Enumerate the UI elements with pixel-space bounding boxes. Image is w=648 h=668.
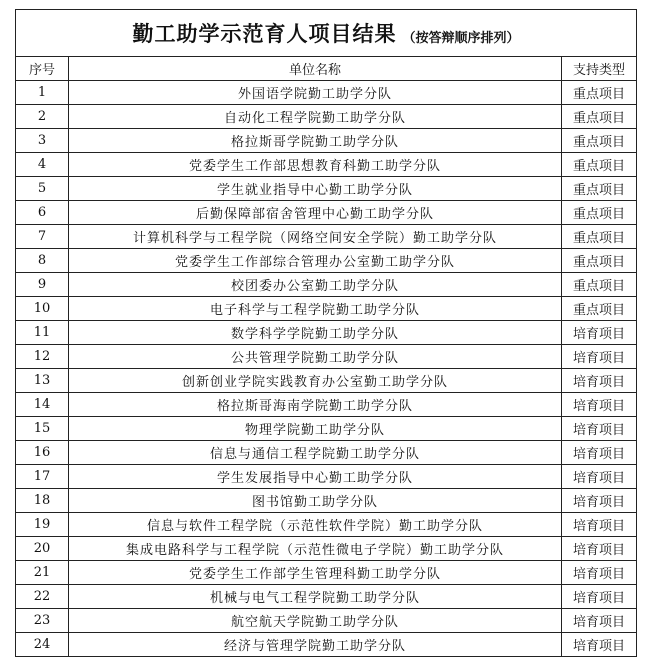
row-unit-name: 党委学生工作部学生管理科勤工助学分队	[69, 561, 562, 585]
table-row	[16, 105, 636, 129]
row-number: 16	[16, 441, 69, 465]
row-number: 22	[16, 585, 69, 609]
row-unit-name: 信息与软件工程学院（示范性软件学院）勤工助学分队	[69, 513, 562, 537]
row-support-type: 培育项目	[562, 393, 637, 417]
column-header-unit-name: 单位名称	[69, 57, 562, 81]
row-support-type: 重点项目	[562, 225, 637, 249]
row-support-type: 培育项目	[562, 513, 637, 537]
row-number: 12	[16, 345, 69, 369]
row-unit-name: 物理学院勤工助学分队	[69, 417, 562, 441]
table-row	[16, 273, 636, 297]
row-unit-name: 公共管理学院勤工助学分队	[69, 345, 562, 369]
row-number: 19	[16, 513, 69, 537]
row-support-type: 培育项目	[562, 633, 637, 657]
page-title: 勤工助学示范育人项目结果	[132, 22, 397, 46]
table-row	[16, 297, 636, 321]
row-support-type: 重点项目	[562, 177, 637, 201]
row-number: 18	[16, 489, 69, 513]
row-number: 23	[16, 609, 69, 633]
row-support-type: 培育项目	[562, 321, 637, 345]
row-support-type: 培育项目	[562, 585, 637, 609]
row-support-type: 培育项目	[562, 537, 637, 561]
row-unit-name: 格拉斯哥海南学院勤工助学分队	[69, 393, 562, 417]
table-row	[16, 225, 636, 249]
row-number: 11	[16, 321, 69, 345]
row-unit-name: 集成电路科学与工程学院（示范性微电子学院）勤工助学分队	[69, 537, 562, 561]
table-row	[16, 489, 636, 513]
table-row	[16, 633, 636, 657]
row-unit-name: 学生就业指导中心勤工助学分队	[69, 177, 562, 201]
table-row	[16, 393, 636, 417]
row-unit-name: 航空航天学院勤工助学分队	[69, 609, 562, 633]
row-number: 8	[16, 249, 69, 273]
table-row	[16, 465, 636, 489]
row-number: 4	[16, 153, 69, 177]
row-unit-name: 创新创业学院实践教育办公室勤工助学分队	[69, 369, 562, 393]
table-row	[16, 609, 636, 633]
column-header-support-type: 支持类型	[562, 57, 637, 81]
row-support-type: 重点项目	[562, 273, 637, 297]
row-support-type: 培育项目	[562, 369, 637, 393]
row-number: 24	[16, 633, 69, 657]
table-row	[16, 513, 636, 537]
row-support-type: 重点项目	[562, 153, 637, 177]
table-row	[16, 345, 636, 369]
row-support-type: 培育项目	[562, 345, 637, 369]
row-unit-name: 计算机科学与工程学院（网络空间安全学院）勤工助学分队	[69, 225, 562, 249]
row-support-type: 培育项目	[562, 489, 637, 513]
row-number: 9	[16, 273, 69, 297]
column-header-number: 序号	[16, 57, 69, 81]
table-row	[16, 561, 636, 585]
results-table	[16, 57, 636, 656]
row-support-type: 培育项目	[562, 441, 637, 465]
row-support-type: 重点项目	[562, 297, 637, 321]
row-support-type: 重点项目	[562, 105, 637, 129]
table-body	[16, 81, 636, 657]
table-row	[16, 369, 636, 393]
row-number: 1	[16, 81, 69, 105]
row-unit-name: 图书馆勤工助学分队	[69, 489, 562, 513]
row-number: 3	[16, 129, 69, 153]
table-row	[16, 537, 636, 561]
row-support-type: 培育项目	[562, 465, 637, 489]
table-row	[16, 153, 636, 177]
row-number: 5	[16, 177, 69, 201]
row-support-type: 重点项目	[562, 249, 637, 273]
row-number: 21	[16, 561, 69, 585]
row-unit-name: 机械与电气工程学院勤工助学分队	[69, 585, 562, 609]
row-unit-name: 党委学生工作部综合管理办公室勤工助学分队	[69, 249, 562, 273]
row-support-type: 重点项目	[562, 201, 637, 225]
row-number: 2	[16, 105, 69, 129]
row-number: 17	[16, 465, 69, 489]
results-sheet	[15, 9, 637, 657]
row-support-type: 重点项目	[562, 81, 637, 105]
row-number: 15	[16, 417, 69, 441]
row-support-type: 重点项目	[562, 129, 637, 153]
table-row	[16, 201, 636, 225]
row-support-type: 培育项目	[562, 609, 637, 633]
row-unit-name: 党委学生工作部思想教育科勤工助学分队	[69, 153, 562, 177]
row-unit-name: 外国语学院勤工助学分队	[69, 81, 562, 105]
table-row	[16, 417, 636, 441]
row-unit-name: 信息与通信工程学院勤工助学分队	[69, 441, 562, 465]
row-unit-name: 学生发展指导中心勤工助学分队	[69, 465, 562, 489]
row-unit-name: 格拉斯哥学院勤工助学分队	[69, 129, 562, 153]
table-row	[16, 129, 636, 153]
table-row	[16, 321, 636, 345]
row-number: 20	[16, 537, 69, 561]
row-number: 13	[16, 369, 69, 393]
table-row	[16, 249, 636, 273]
row-unit-name: 自动化工程学院勤工助学分队	[69, 105, 562, 129]
row-number: 6	[16, 201, 69, 225]
row-support-type: 培育项目	[562, 561, 637, 585]
table-row	[16, 81, 636, 105]
table-row	[16, 441, 636, 465]
table-row	[16, 585, 636, 609]
title-row	[16, 10, 636, 57]
row-number: 10	[16, 297, 69, 321]
row-unit-name: 校团委办公室勤工助学分队	[69, 273, 562, 297]
page-subtitle: （按答辩顺序排列）	[402, 30, 520, 46]
header-row	[16, 57, 636, 81]
table-row	[16, 177, 636, 201]
row-unit-name: 经济与管理学院勤工助学分队	[69, 633, 562, 657]
row-number: 14	[16, 393, 69, 417]
row-unit-name: 电子科学与工程学院勤工助学分队	[69, 297, 562, 321]
row-support-type: 培育项目	[562, 417, 637, 441]
row-unit-name: 数学科学学院勤工助学分队	[69, 321, 562, 345]
row-unit-name: 后勤保障部宿舍管理中心勤工助学分队	[69, 201, 562, 225]
row-number: 7	[16, 225, 69, 249]
